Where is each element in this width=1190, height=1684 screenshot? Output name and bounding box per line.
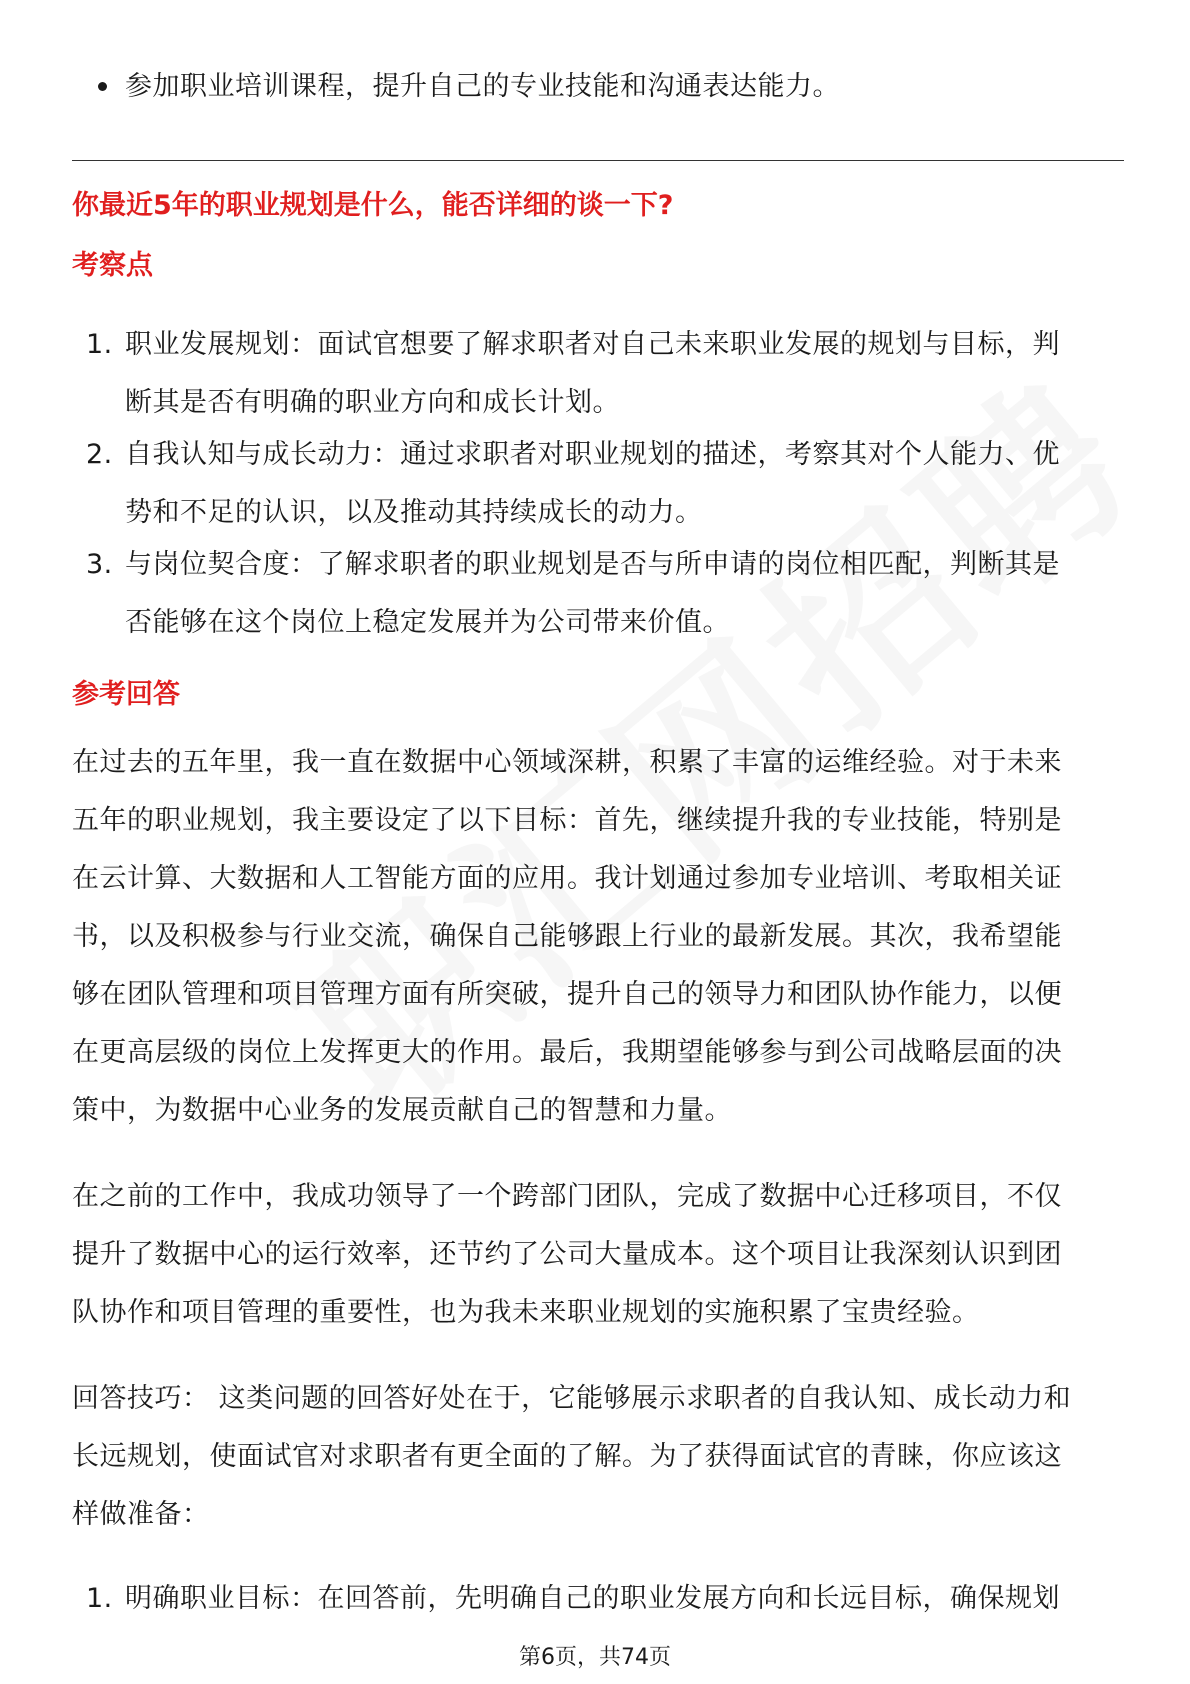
list-line: 否能够在这个岗位上稳定发展并为公司带来价值。 (125, 607, 730, 638)
paragraph-line: 队协作和项目管理的重要性，也为我未来职业规划的实施积累了宝贵经验。 (72, 1297, 980, 1328)
bullet-dot-icon (98, 82, 107, 91)
paragraph-line: 回答技巧： 这类问题的回答好处在于，它能够展示求职者的自我认知、成长动力和 (72, 1383, 1072, 1414)
paragraph-line: 策中，为数据中心业务的发展贡献自己的智慧和力量。 (72, 1095, 732, 1126)
list-item (72, 316, 1124, 432)
list-line: 职业发展规划：面试官想要了解求职者对自己未来职业发展的规划与目标，判 (125, 329, 1060, 360)
list-number: 1. (86, 329, 113, 360)
paragraph-line: 书，以及积极参与行业交流，确保自己能够跟上行业的最新发展。其次，我希望能 (72, 921, 1062, 952)
list-line: 断其是否有明确的职业方向和成长计划。 (125, 387, 620, 418)
list-line: 与岗位契合度：了解求职者的职业规划是否与所申请的岗位相匹配，判断其是 (125, 549, 1060, 580)
tips-list (72, 1570, 1124, 1628)
page-content (72, 58, 1124, 1628)
list-line: 明确职业目标：在回答前，先明确自己的职业发展方向和长远目标，确保规划 (125, 1583, 1060, 1614)
answer-heading: 参考回答 (72, 679, 180, 710)
paragraph-line: 在过去的五年里，我一直在数据中心领域深耕，积累了丰富的运维经验。对于未来 (72, 747, 1062, 778)
paragraph-line: 五年的职业规划，我主要设定了以下目标：首先，继续提升我的专业技能，特别是 (72, 805, 1062, 836)
paragraph-line: 样做准备： (72, 1499, 210, 1530)
answer-paragraph (72, 734, 1124, 1140)
page-footer: 第6页，共74页 (519, 1645, 671, 1670)
paragraph-line: 提升了数据中心的运行效率，还节约了公司大量成本。这个项目让我深刻认识到团 (72, 1239, 1062, 1270)
list-item (72, 536, 1124, 652)
paragraph-line: 在更高层级的岗位上发挥更大的作用。最后，我期望能够参与到公司战略层面的决 (72, 1037, 1062, 1068)
section-divider (72, 160, 1124, 161)
tips-paragraph (72, 1370, 1124, 1544)
paragraph-line: 在之前的工作中，我成功领导了一个跨部门团队，完成了数据中心迁移项目，不仅 (72, 1181, 1062, 1212)
list-number: 3. (86, 549, 113, 580)
list-number: 1. (86, 1583, 113, 1614)
paragraph-line: 长远规划，使面试官对求职者有更全面的了解。为了获得面试官的青睐，你应该这 (72, 1441, 1062, 1472)
paragraph-line: 在云计算、大数据和人工智能方面的应用。我计划通过参加专业培训、考取相关证 (72, 863, 1062, 894)
list-line: 自我认知与成长动力：通过求职者对职业规划的描述，考察其对个人能力、优 (125, 439, 1060, 470)
examination-heading: 考察点 (72, 250, 153, 281)
bullet-item (72, 58, 1124, 116)
list-item (72, 426, 1124, 542)
bullet-text: 参加职业培训课程，提升自己的专业技能和沟通表达能力。 (125, 71, 840, 102)
paragraph-line: 够在团队管理和项目管理方面有所突破，提升自己的领导力和团队协作能力，以便 (72, 979, 1062, 1010)
list-item (72, 1570, 1124, 1628)
question-heading: 你最近5年的职业规划是什么，能否详细的谈一下? (72, 190, 674, 221)
examination-list (72, 316, 1124, 652)
list-line: 势和不足的认识，以及推动其持续成长的动力。 (125, 497, 703, 528)
list-number: 2. (86, 439, 113, 470)
answer-paragraph (72, 1168, 1124, 1342)
